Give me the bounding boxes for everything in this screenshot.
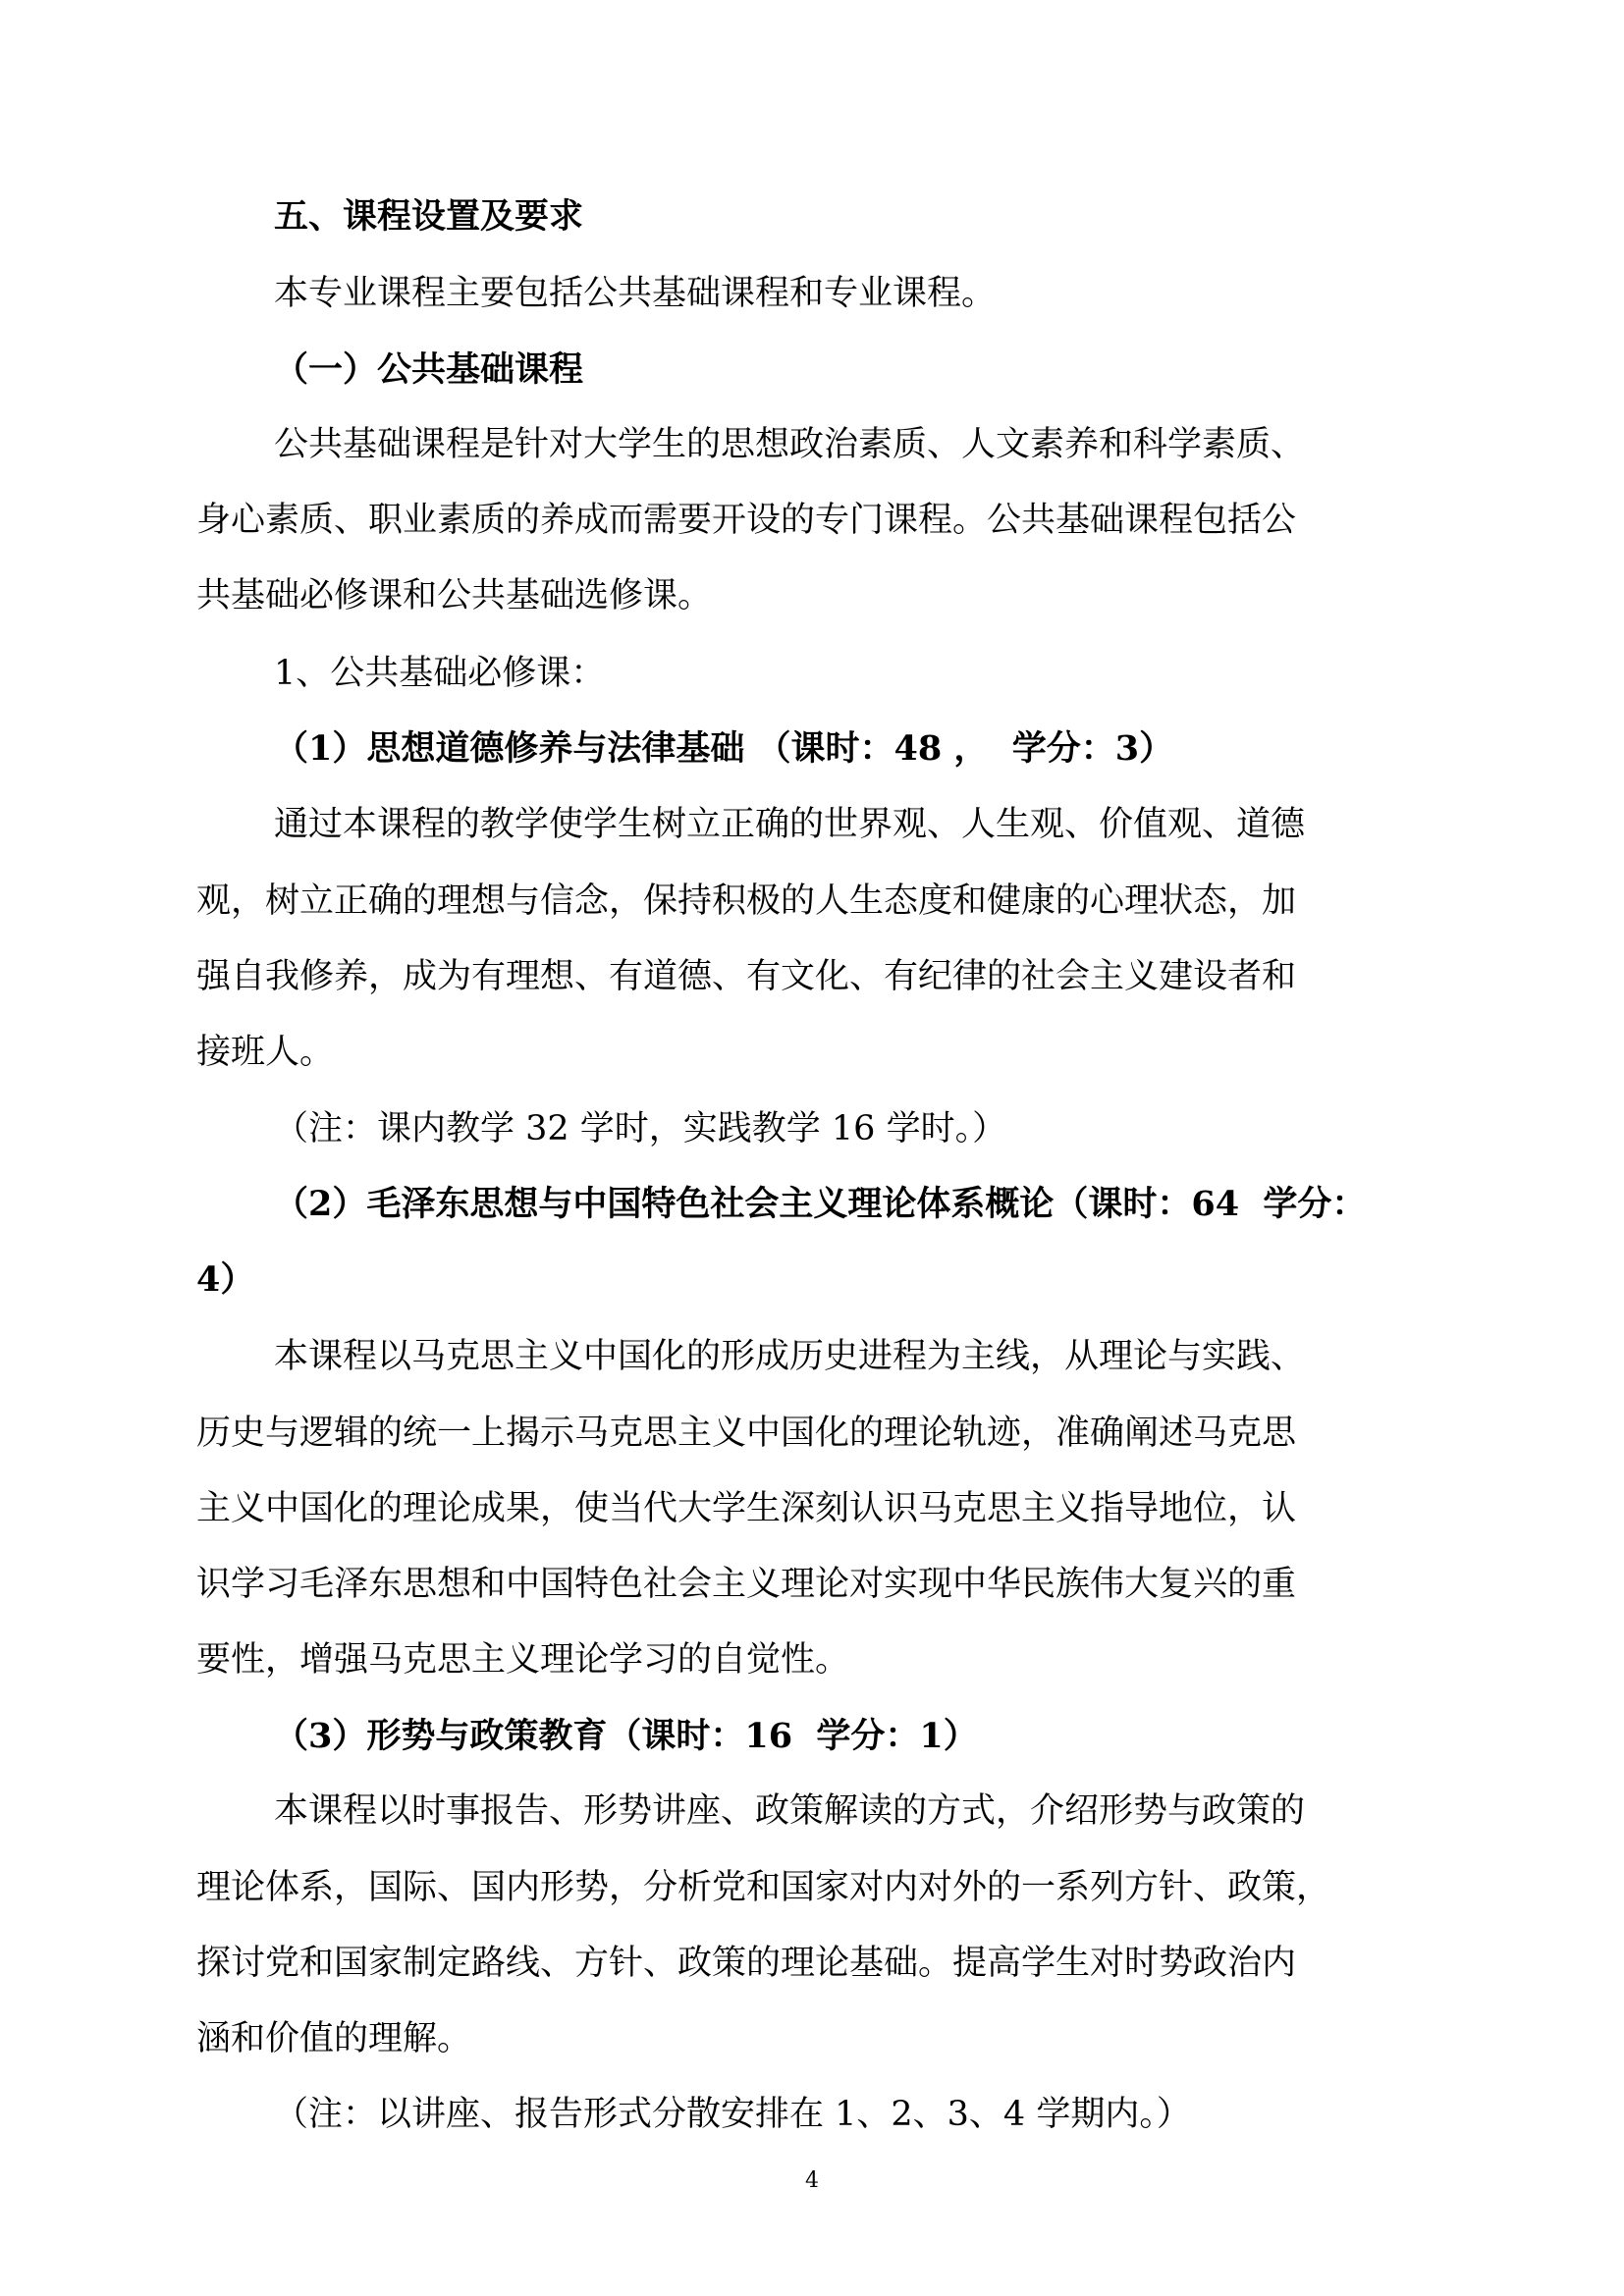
paragraph-line: 身心素质、职业素质的养成而需要开设的专门课程。公共基础课程包括公 [196, 501, 1297, 540]
paragraph-line: 历史与逻辑的统一上揭示马克思主义中国化的理论轨迹，准确阐述马克思 [196, 1414, 1297, 1453]
course-1-title: （1）思想道德修养与法律基础 （课时：48 ， 学分：3） [274, 728, 1174, 769]
list-heading: 1、公共基础必修课： [274, 654, 606, 693]
course-1-note: （注：课内教学 32 学时，实践教学 16 学时。） [274, 1109, 1007, 1148]
intro-paragraph: 本专业课程主要包括公共基础课程和专业课程。 [274, 274, 997, 313]
subsection-heading: （一）公共基础课程 [274, 349, 584, 390]
paragraph-line: 理论体系，国际、国内形势，分析党和国家对内对外的一系列方针、政策， [196, 1868, 1331, 1907]
paragraph-line: 强自我修养，成为有理想、有道德、有文化、有纪律的社会主义建设者和 [196, 957, 1297, 996]
paragraph-line: 公共基础课程是针对大学生的思想政治素质、人文素养和科学素质、 [274, 425, 1306, 464]
paragraph-line: 通过本课程的教学使学生树立正确的世界观、人生观、价值观、道德 [274, 805, 1306, 844]
paragraph-line: 本课程以时事报告、形势讲座、政策解读的方式，介绍形势与政策的 [274, 1791, 1306, 1831]
course-2-title-continued: 4） [196, 1259, 255, 1300]
paragraph-line: 要性，增强马克思主义理论学习的自觉性。 [196, 1640, 850, 1680]
course-3-title: （3）形势与政策教育（课时：16 学分：1） [274, 1716, 978, 1756]
paragraph-line: 观，树立正确的理想与信念，保持积极的人生态度和健康的心理状态，加 [196, 881, 1297, 921]
course-3-note: （注：以讲座、报告形式分散安排在 1、2、3、4 学期内。） [274, 2095, 1191, 2134]
paragraph-line: 接班人。 [196, 1033, 335, 1072]
paragraph-line: 共基础必修课和公共基础选修课。 [196, 576, 713, 615]
paragraph-line: 本课程以马克思主义中国化的形成历史进程为主线，从理论与实践、 [274, 1337, 1306, 1376]
course-2-title: （2）毛泽东思想与中国特色社会主义理论体系概论（课时：64 学分： [274, 1184, 1367, 1224]
paragraph-line: 主义中国化的理论成果，使当代大学生深刻认识马克思主义指导地位，认 [196, 1489, 1297, 1528]
paragraph-line: 探讨党和国家制定路线、方针、政策的理论基础。提高学生对时势政治内 [196, 1944, 1297, 1983]
page-number: 4 [805, 2168, 819, 2193]
paragraph-line: 涵和价值的理解。 [196, 2019, 472, 2058]
paragraph-line: 识学习毛泽东思想和中国特色社会主义理论对实现中华民族伟大复兴的重 [196, 1565, 1297, 1604]
section-heading: 五、课程设置及要求 [274, 196, 584, 237]
